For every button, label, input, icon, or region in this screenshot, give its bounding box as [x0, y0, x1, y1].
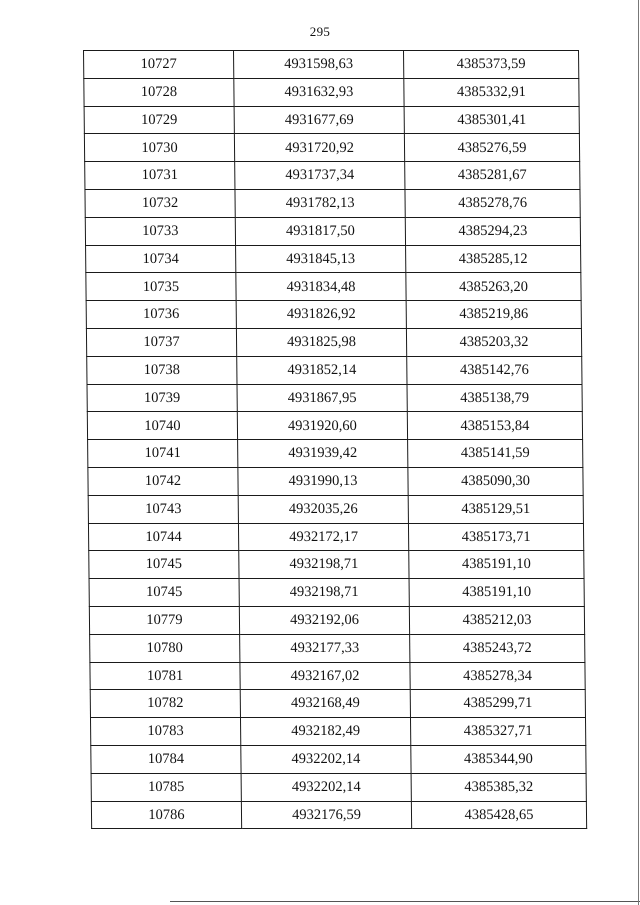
x-coordinate-cell: 4931939,42: [238, 440, 408, 468]
table-row: [86, 301, 581, 329]
table-row: [91, 745, 586, 773]
point-id-cell: 10736: [86, 301, 236, 329]
y-coordinate-cell: 4385203,32: [406, 328, 581, 356]
y-coordinate-cell: 4385299,71: [410, 690, 585, 718]
table-row: [86, 245, 581, 273]
y-coordinate-cell: 4385301,41: [404, 106, 579, 134]
point-id-cell: 10780: [90, 634, 240, 662]
x-coordinate-cell: 4932198,71: [239, 579, 409, 607]
scan-edge-bottom: [170, 901, 640, 902]
table-row: [88, 523, 583, 551]
x-coordinate-cell: 4932167,02: [240, 662, 410, 690]
table-row: [90, 662, 585, 690]
table-row: [88, 440, 583, 468]
y-coordinate-cell: 4385129,51: [408, 495, 583, 523]
x-coordinate-cell: 4931826,92: [236, 301, 406, 329]
table-row: [91, 773, 586, 801]
table-row: [89, 579, 584, 607]
table-row: [85, 217, 580, 245]
x-coordinate-cell: 4932172,17: [238, 523, 408, 551]
y-coordinate-cell: 4385173,71: [408, 523, 583, 551]
table-row: [86, 328, 581, 356]
x-coordinate-cell: 4932176,59: [241, 801, 411, 829]
x-coordinate-cell: 4931632,93: [234, 78, 404, 106]
x-coordinate-cell: 4932198,71: [239, 551, 409, 579]
y-coordinate-cell: 4385373,59: [404, 51, 579, 79]
x-coordinate-cell: 4932192,06: [239, 606, 409, 634]
point-id-cell: 10737: [86, 328, 236, 356]
point-id-cell: 10781: [90, 662, 240, 690]
x-coordinate-cell: 4931817,50: [235, 217, 405, 245]
point-id-cell: 10745: [89, 579, 239, 607]
table-row: [87, 356, 582, 384]
x-coordinate-cell: 4931677,69: [234, 106, 404, 134]
page-number: 295: [309, 24, 331, 39]
x-coordinate-cell: 4931598,63: [234, 51, 404, 79]
coordinates-table-body: [84, 51, 587, 829]
y-coordinate-cell: 4385294,23: [405, 217, 580, 245]
table-row: [89, 606, 584, 634]
point-id-cell: 10734: [86, 245, 236, 273]
table-row: [84, 134, 579, 162]
table-row: [87, 412, 582, 440]
table-row: [85, 162, 580, 190]
y-coordinate-cell: 4385263,20: [406, 273, 581, 301]
table-row: [87, 384, 582, 412]
point-id-cell: 10741: [88, 440, 238, 468]
point-id-cell: 10732: [85, 189, 235, 217]
x-coordinate-cell: 4931867,95: [237, 384, 407, 412]
table-row: [88, 495, 583, 523]
x-coordinate-cell: 4931834,48: [236, 273, 406, 301]
y-coordinate-cell: 4385212,03: [409, 606, 584, 634]
x-coordinate-cell: 4931920,60: [237, 412, 407, 440]
point-id-cell: 10779: [89, 606, 239, 634]
table-row: [90, 634, 585, 662]
x-coordinate-cell: 4932202,14: [241, 773, 411, 801]
y-coordinate-cell: 4385276,59: [404, 134, 579, 162]
y-coordinate-cell: 4385138,79: [407, 384, 582, 412]
y-coordinate-cell: 4385385,32: [411, 773, 586, 801]
x-coordinate-cell: 4931852,14: [237, 356, 407, 384]
table-row: [89, 551, 584, 579]
point-id-cell: 10738: [87, 356, 237, 384]
point-id-cell: 10786: [91, 801, 241, 829]
x-coordinate-cell: 4931782,13: [235, 189, 405, 217]
point-id-cell: 10739: [87, 384, 237, 412]
y-coordinate-cell: 4385278,34: [410, 662, 585, 690]
point-id-cell: 10729: [84, 106, 234, 134]
x-coordinate-cell: 4932168,49: [240, 690, 410, 718]
y-coordinate-cell: 4385281,67: [405, 162, 580, 190]
y-coordinate-cell: 4385219,86: [406, 301, 581, 329]
point-id-cell: 10782: [90, 690, 240, 718]
point-id-cell: 10728: [84, 78, 234, 106]
point-id-cell: 10785: [91, 773, 241, 801]
table-row: [84, 106, 579, 134]
point-id-cell: 10745: [89, 551, 239, 579]
scan-edge-right: [638, 0, 639, 905]
table-row: [91, 801, 586, 829]
point-id-cell: 10742: [88, 467, 238, 495]
table-row: [88, 467, 583, 495]
y-coordinate-cell: 4385090,30: [408, 467, 583, 495]
y-coordinate-cell: 4385191,10: [409, 551, 584, 579]
point-id-cell: 10784: [91, 745, 241, 773]
x-coordinate-cell: 4932202,14: [241, 745, 411, 773]
y-coordinate-cell: 4385327,71: [410, 718, 585, 746]
point-id-cell: 10733: [85, 217, 235, 245]
y-coordinate-cell: 4385141,59: [408, 440, 583, 468]
y-coordinate-cell: 4385332,91: [404, 78, 579, 106]
point-id-cell: 10730: [84, 134, 234, 162]
coordinates-table: [83, 50, 587, 829]
point-id-cell: 10727: [84, 51, 234, 79]
x-coordinate-cell: 4932182,49: [240, 718, 410, 746]
point-id-cell: 10731: [85, 162, 235, 190]
y-coordinate-cell: 4385285,12: [406, 245, 581, 273]
table-row: [85, 189, 580, 217]
x-coordinate-cell: 4931825,98: [236, 328, 406, 356]
x-coordinate-cell: 4931990,13: [238, 467, 408, 495]
table-row: [86, 273, 581, 301]
x-coordinate-cell: 4932035,26: [238, 495, 408, 523]
y-coordinate-cell: 4385243,72: [410, 634, 585, 662]
x-coordinate-cell: 4931737,34: [235, 162, 405, 190]
y-coordinate-cell: 4385191,10: [409, 579, 584, 607]
point-id-cell: 10735: [86, 273, 236, 301]
y-coordinate-cell: 4385142,76: [407, 356, 582, 384]
table-row: [90, 718, 585, 746]
x-coordinate-cell: 4931845,13: [236, 245, 406, 273]
coordinates-table-container: [83, 50, 585, 829]
point-id-cell: 10743: [88, 495, 238, 523]
point-id-cell: 10740: [87, 412, 237, 440]
y-coordinate-cell: 4385153,84: [407, 412, 582, 440]
point-id-cell: 10744: [88, 523, 238, 551]
table-row: [84, 78, 579, 106]
y-coordinate-cell: 4385428,65: [411, 801, 586, 829]
table-row: [84, 51, 579, 79]
table-row: [90, 690, 585, 718]
x-coordinate-cell: 4931720,92: [234, 134, 404, 162]
x-coordinate-cell: 4932177,33: [240, 634, 410, 662]
point-id-cell: 10783: [90, 718, 240, 746]
y-coordinate-cell: 4385278,76: [405, 189, 580, 217]
y-coordinate-cell: 4385344,90: [411, 745, 586, 773]
